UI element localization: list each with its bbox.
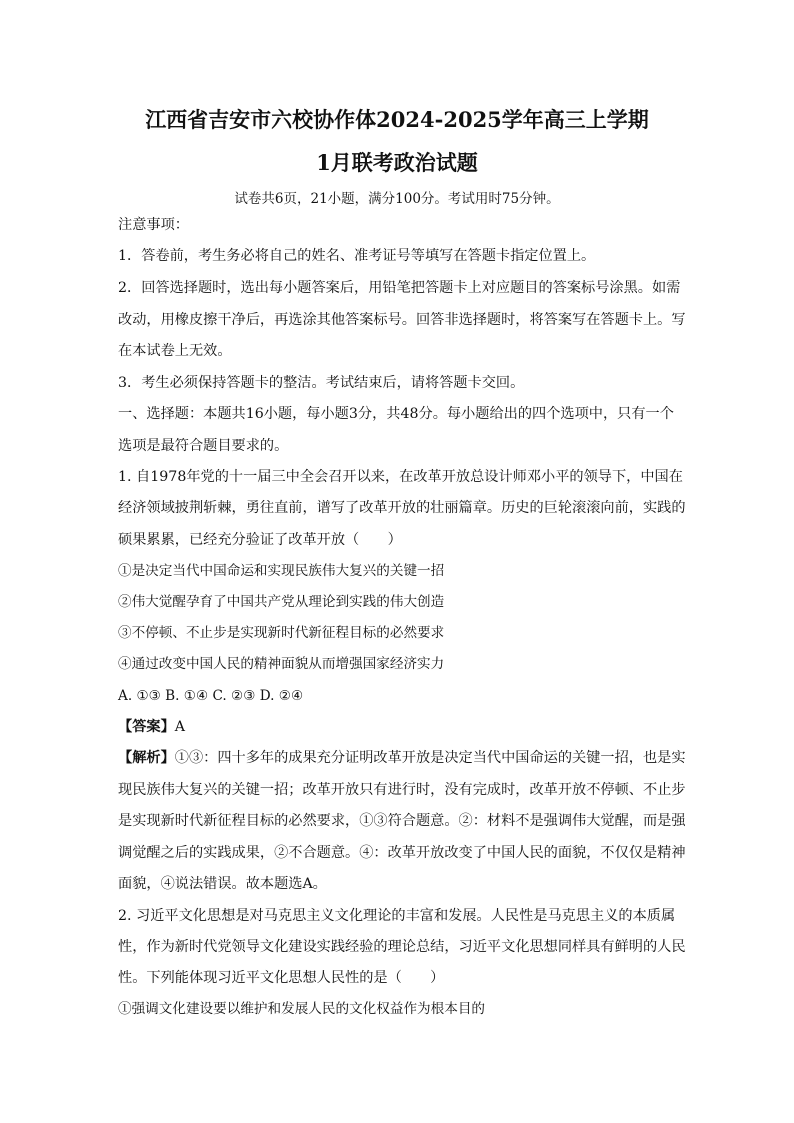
q2-stem: 2. 习近平文化思想是对马克思主义文化理论的丰富和发展。人民性是马克思主义的本质属: [118, 908, 676, 924]
notes-heading: 注意事项：: [118, 217, 189, 233]
q2-stem: 性。下列能体现习近平文化思想人民性的是（ ）: [118, 970, 445, 986]
document-title-line2: 1月联考政治试题: [316, 150, 478, 175]
q1-analysis: 面貌，④说法错误。故本题选A。: [118, 876, 327, 892]
note-item: 改动，用橡皮擦干净后，再选涂其他答案标号。回答非选择题时，将答案写在答题卡上。写: [118, 312, 686, 328]
exam-info: 试卷共6页，21小题，满分100分。考试用时75分钟。: [234, 191, 560, 207]
answer-value: A: [174, 719, 186, 735]
q1-option: ④通过改变中国人民的精神面貌从而增强国家经济实力: [118, 656, 445, 672]
note-item: 2．回答选择题时，选出每小题答案后，用铅笔把答题卡上对应题目的答案标号涂黑。如需: [118, 280, 681, 296]
q1-stem: 1. 自1978年党的十一届三中全会召开以来，在改革开放总设计师邓小平的领导下，中国在: [118, 469, 683, 485]
q1-analysis: 是实现新时代新征程目标的必然要求，①③符合题意。②：材料不是强调伟大觉醒，而是强: [118, 813, 686, 829]
answer-label: 【答案】: [118, 719, 175, 735]
q1-option: ①是决定当代中国命运和实现民族伟大复兴的关键一招: [118, 563, 445, 579]
q2-stem: 性，作为新时代党领导文化建设实践经验的理论总结，习近平文化思想同样具有鲜明的人民: [118, 939, 686, 955]
q2-option: ①强调文化建设要以维护和发展人民的文化权益作为根本目的: [118, 1001, 486, 1017]
section-heading-cont: 选项是最符合题目要求的。: [118, 438, 289, 454]
document-title-line1: 江西省吉安市六校协作体2024-2025学年高三上学期: [145, 107, 649, 132]
q1-choices: A. ①③ B. ①④ C. ②③ D. ②④: [118, 688, 304, 704]
q1-answer: [118, 717, 185, 737]
note-item: 1．答卷前，考生务必将自己的姓名、准考证号等填写在答题卡指定位置上。: [118, 248, 596, 264]
q1-analysis: [118, 748, 686, 768]
q1-stem: 经济领域披荆斩棘，勇往直前，谱写了改革开放的壮丽篇章。历史的巨轮滚滚向前，实践的: [118, 500, 686, 516]
analysis-label: 【解析】: [118, 750, 175, 766]
q1-analysis: 调觉醒之后的实践成果，②不合题意。④：改革开放改变了中国人民的面貌，不仅仅是精神: [118, 845, 686, 861]
section-heading: 一、选择题：本题共16小题，每小题3分，共48分。每小题给出的四个选项中，只有一个: [118, 406, 674, 422]
q1-option: ②伟大觉醒孕育了中国共产党从理论到实践的伟大创造: [118, 594, 445, 610]
note-item: 3．考生必须保持答题卡的整洁。考试结束后，请将答题卡交回。: [118, 375, 525, 391]
q1-analysis: 现民族伟大复兴的关键一招；改革开放只有进行时，没有完成时，改革开放不停顿、不止步: [118, 782, 686, 798]
analysis-text: ①③：四十多年的成果充分证明改革开放是决定当代中国命运的关键一招，也是实: [174, 750, 686, 766]
note-item: 在本试卷上无效。: [118, 343, 232, 359]
q1-option: ③不停顿、不止步是实现新时代新征程目标的必然要求: [118, 625, 445, 641]
q1-stem: 硕果累累，已经充分验证了改革开放（ ）: [118, 532, 402, 548]
